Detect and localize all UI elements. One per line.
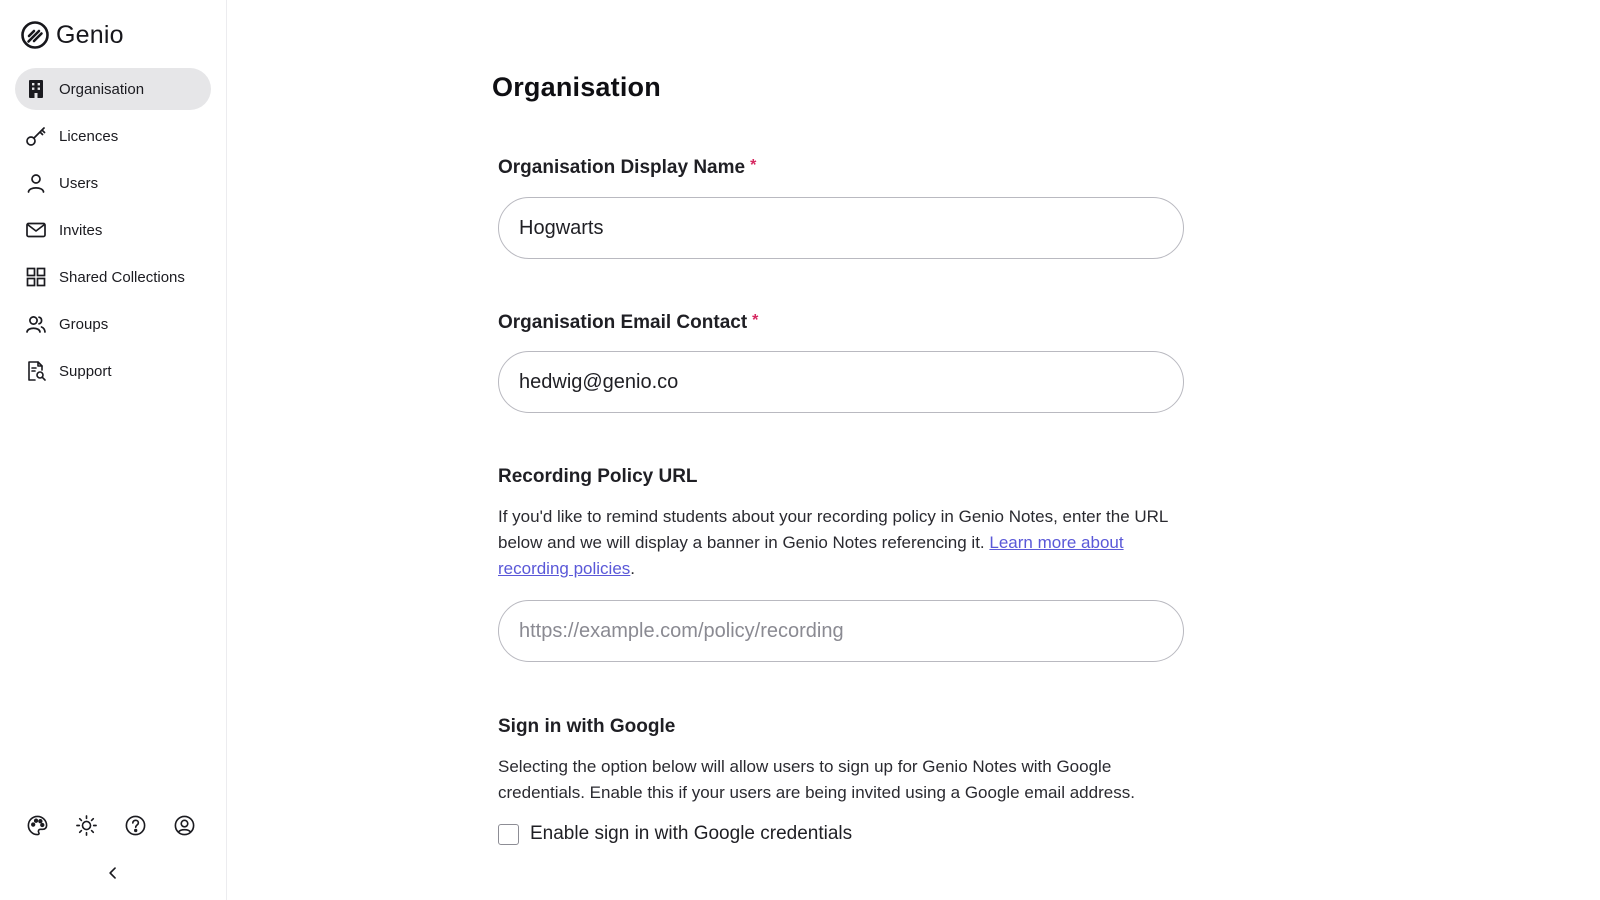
required-mark: *: [750, 157, 757, 174]
main-content: [227, 0, 1600, 900]
sidebar-item-label: Organisation: [59, 80, 145, 98]
sidebar-item-label: Users: [59, 174, 99, 192]
google-signin-checkbox-label: Enable sign in with Google credentials: [530, 823, 853, 844]
sun-icon[interactable]: [75, 814, 98, 837]
google-signin-description: Selecting the option below will allow users to sign up for Genio Notes with Google credentials. Enable this if your users are being invited using a Google email address.: [498, 757, 1135, 802]
display-name-input[interactable]: [498, 197, 1184, 259]
users-icon: [25, 313, 47, 335]
building-icon: [25, 78, 47, 100]
google-signin-option[interactable]: [498, 823, 852, 845]
sidebar-nav: [15, 68, 211, 397]
learn-more-link[interactable]: Learn more about recording policies: [498, 533, 1124, 578]
sidebar-item-label: Groups: [59, 315, 109, 333]
sidebar-item-licences[interactable]: [15, 115, 211, 157]
display-name-label: [498, 157, 756, 179]
palette-icon[interactable]: [26, 814, 49, 837]
user-icon: [25, 172, 47, 194]
required-mark: *: [752, 312, 759, 329]
display-name-label-text: Organisation Display Name: [498, 157, 746, 178]
help-icon[interactable]: [124, 814, 147, 837]
sidebar: [0, 0, 227, 900]
email-contact-input[interactable]: [498, 351, 1184, 413]
recording-policy-period: .: [630, 559, 636, 578]
sidebar-item-label: Licences: [59, 127, 119, 145]
sidebar-item-label: Invites: [59, 221, 103, 239]
grid-icon: [25, 266, 47, 288]
recording-policy-description: [498, 504, 1188, 582]
google-signin-label: Sign in with Google: [498, 716, 676, 737]
genio-logo-icon: [20, 20, 50, 50]
sidebar-item-label: Shared Collections: [59, 268, 185, 286]
account-icon[interactable]: [173, 814, 196, 837]
sidebar-utilities: [26, 814, 196, 837]
email-contact-label: [498, 312, 758, 334]
sidebar-item-organisation[interactable]: [15, 68, 211, 110]
sidebar-item-invites[interactable]: [15, 209, 211, 251]
sidebar-item-groups[interactable]: [15, 303, 211, 345]
key-icon: [25, 125, 47, 147]
sidebar-item-support[interactable]: [15, 350, 211, 392]
brand[interactable]: [20, 18, 124, 52]
email-contact-label-text: Organisation Email Contact: [498, 312, 748, 333]
sidebar-item-shared-collections[interactable]: [15, 256, 211, 298]
recording-policy-url-input[interactable]: [498, 600, 1184, 662]
page-title: Organisation: [492, 72, 661, 102]
mail-icon: [25, 219, 47, 241]
google-signin-checkbox[interactable]: [498, 824, 519, 845]
brand-name: Genio: [56, 20, 124, 49]
recording-policy-text: If you'd like to remind students about your recording policy in Genio Notes, enter the URL below and we will display a banner in Genio Notes referencing it.: [498, 507, 1168, 552]
document-search-icon: [25, 360, 47, 382]
recording-policy-label: Recording Policy URL: [498, 466, 698, 487]
chevron-left-icon[interactable]: [102, 862, 124, 884]
sidebar-item-users[interactable]: [15, 162, 211, 204]
sidebar-item-label: Support: [59, 362, 112, 380]
